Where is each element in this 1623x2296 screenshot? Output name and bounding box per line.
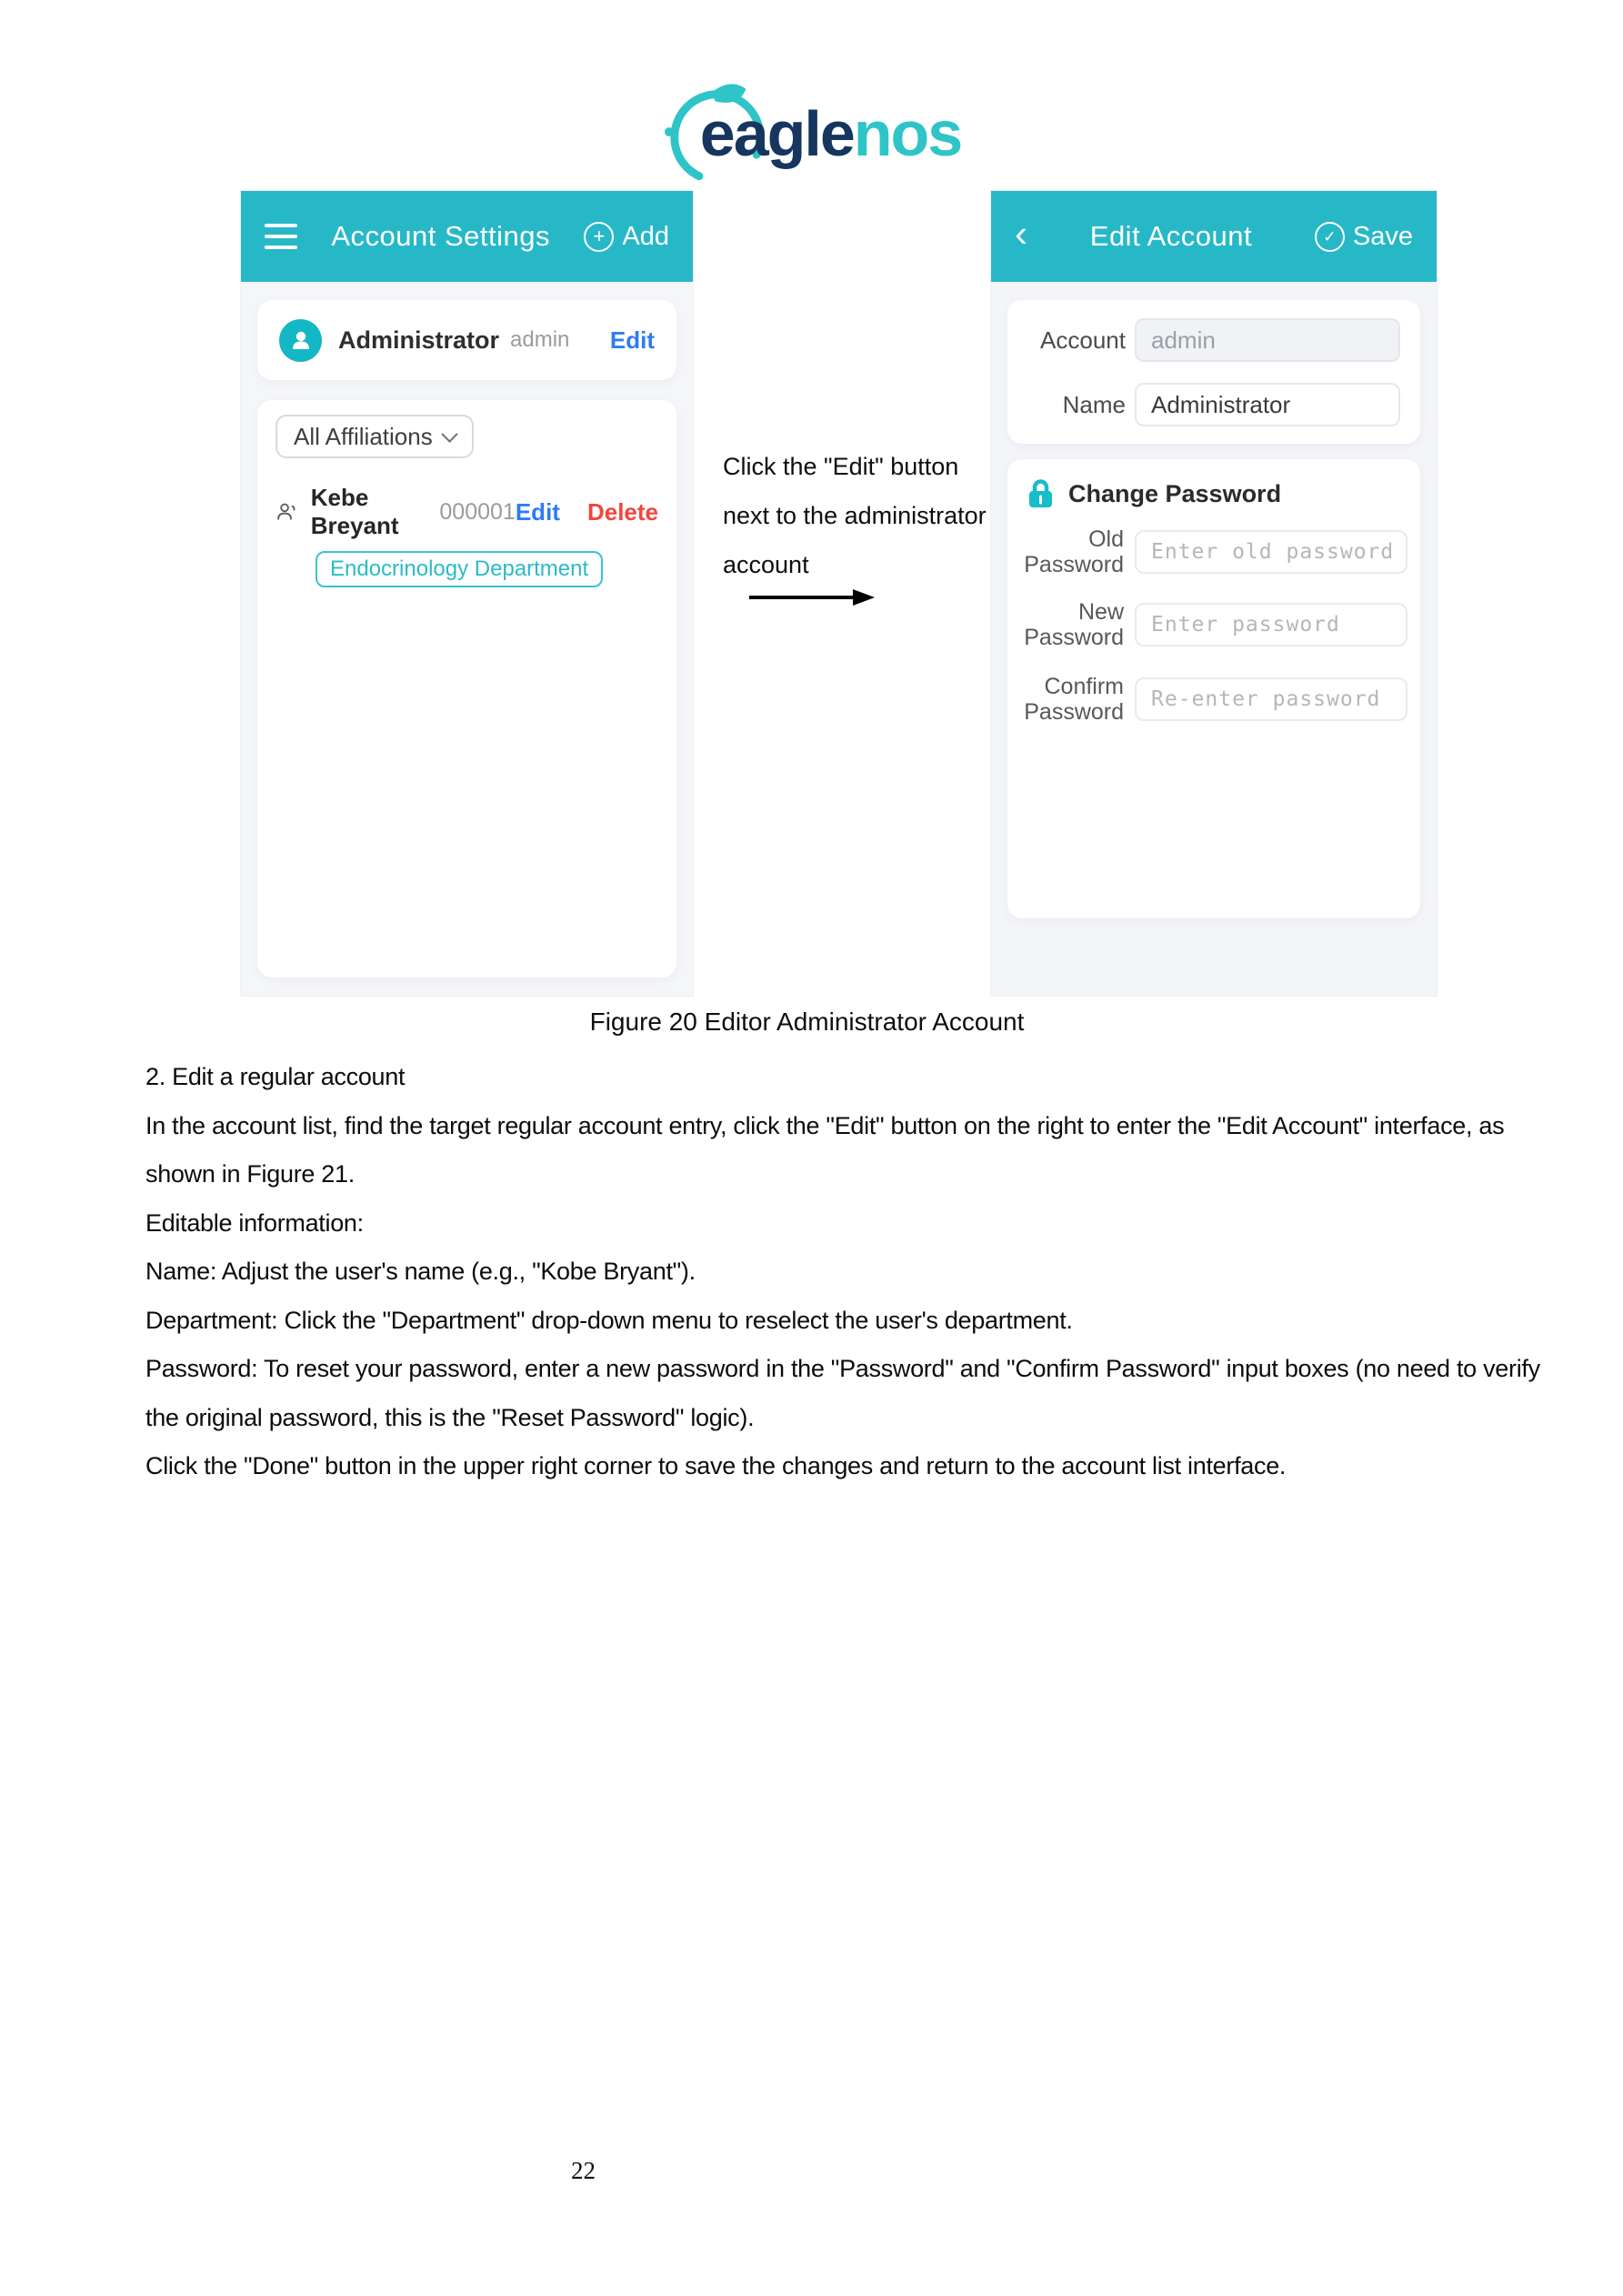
admin-name: Administrator: [338, 326, 500, 354]
account-list-card: [257, 400, 676, 978]
administrator-card: [257, 300, 676, 380]
annotation-line: account: [723, 550, 809, 578]
add-button-label: Add: [622, 221, 669, 251]
screen-title: Account Settings: [331, 220, 551, 252]
edit-account-header: [991, 191, 1437, 282]
logo-text-accent: nos: [853, 98, 962, 169]
screen-title: Edit Account: [1089, 220, 1253, 252]
account-input: [1135, 318, 1400, 362]
check-circle-icon: ✓: [1315, 222, 1345, 252]
back-icon[interactable]: ‹: [1015, 212, 1027, 255]
user-name: Kebe Breyant: [310, 484, 399, 539]
new-password-input[interactable]: [1135, 603, 1408, 647]
plus-circle-icon: +: [584, 222, 614, 252]
logo-text: [699, 98, 962, 169]
change-password-title-row: [1026, 477, 1281, 510]
department-tag: Endocrinology Department: [316, 551, 603, 587]
account-list-row: [276, 484, 658, 540]
affiliations-dropdown-label: All Affiliations: [294, 422, 433, 450]
body-line: Click the "Done" button in the upper right corner to save the changes and return to the account list interface.: [145, 1452, 1287, 1480]
lock-icon: [1026, 477, 1056, 510]
annotation-line: next to the administrator: [723, 501, 987, 529]
name-field-label: Name: [1062, 391, 1126, 418]
body-line: Editable information:: [145, 1208, 364, 1237]
body-line: Name: Adjust the user's name (e.g., "Kobe Bryant").: [145, 1258, 696, 1286]
user-id: 000001: [439, 498, 516, 525]
admin-account: admin: [510, 327, 570, 352]
body-line: 2. Edit a regular account: [145, 1063, 406, 1091]
user-delete-button[interactable]: Delete: [586, 497, 658, 526]
add-account-button[interactable]: [584, 222, 669, 252]
user-edit-button[interactable]: Edit: [515, 497, 560, 526]
account-field-label: Account: [1040, 326, 1126, 354]
admin-avatar: [279, 319, 322, 362]
body-line: In the account list, find the target regular account entry, click the "Edit" button on the right to enter the "Edit Account" interface, as: [145, 1111, 1505, 1139]
body-line: the original password, this is the "Reset Password" logic).: [145, 1403, 755, 1431]
save-button-label: Save: [1352, 221, 1413, 251]
account-fields-card: [1007, 300, 1420, 444]
new-password-label: New Password: [1024, 599, 1124, 650]
account-settings-screen: [241, 191, 693, 996]
body-line: Department: Click the "Department" drop-down menu to reselect the user's department.: [145, 1306, 1073, 1334]
old-password-label: Old Password: [1024, 526, 1124, 577]
body-text: [145, 1053, 1540, 1491]
annotation-line: Click the "Edit" button: [723, 452, 959, 480]
chevron-down-icon: [441, 426, 457, 442]
logo-text-dark: eagle: [699, 98, 854, 169]
figure-annotation: [723, 442, 996, 589]
account-settings-header: [241, 191, 693, 282]
change-password-card: [1007, 459, 1420, 918]
body-line: Password: To reset your password, enter a new password in the "Password" and "Confirm Password" input boxes (no need to verify: [145, 1355, 1540, 1383]
figure-caption: Figure 20 Editor Administrator Account: [589, 1008, 1025, 1036]
edit-account-screen: [991, 191, 1437, 996]
brand-logo: [0, 75, 1623, 193]
save-button[interactable]: [1315, 222, 1413, 252]
person-icon: [288, 327, 314, 353]
admin-edit-button[interactable]: Edit: [609, 326, 655, 354]
old-password-input[interactable]: [1135, 530, 1408, 574]
page-number: 22: [571, 2157, 596, 2184]
confirm-password-label: Confirm Password: [1024, 674, 1124, 725]
name-input[interactable]: [1135, 383, 1400, 426]
body-line: shown in Figure 21.: [145, 1160, 355, 1188]
confirm-password-input[interactable]: [1135, 677, 1408, 721]
user-outline-icon: [276, 497, 298, 526]
right-arrow-icon: [747, 589, 875, 606]
hamburger-menu-icon[interactable]: [265, 224, 297, 249]
affiliations-dropdown[interactable]: [276, 415, 474, 458]
change-password-title: Change Password: [1068, 479, 1282, 507]
